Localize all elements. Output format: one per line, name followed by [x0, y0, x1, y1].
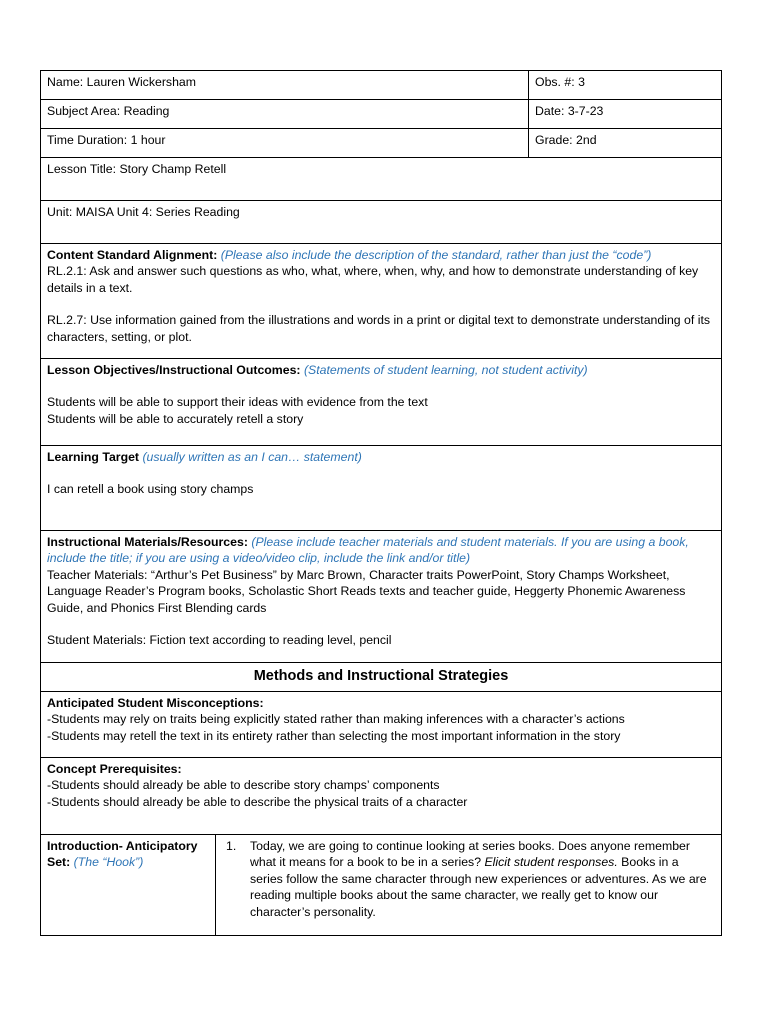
obs-cell — [529, 71, 722, 100]
date-value: 3-7-23 — [567, 104, 604, 118]
standard-rl-2-7: RL.2.7: Use information gained from the illustrations and words in a print or digital text to demonstrate understanding of its characters, setting, or plot. — [47, 313, 711, 344]
learning-target-text: I can retell a book using story champs — [47, 482, 254, 497]
prerequisite-item: -Students should already be able to describe the physical traits of a character — [47, 794, 468, 809]
standards-hint: (Please also include the description of the standard, rather than just the “code”) — [220, 248, 652, 262]
lesson-title-label: Lesson Title: — [47, 162, 117, 176]
introduction-label: Introduction- Anticipatory Set: — [47, 839, 198, 870]
introduction-content-cell — [216, 835, 722, 936]
misconception-item: -Students may rely on traits being explicitly stated rather than making inferences with a character’s actions — [47, 712, 625, 727]
step-text — [250, 838, 707, 920]
objectives-row — [41, 359, 722, 446]
grade-cell — [529, 129, 722, 158]
lesson-title-row — [41, 158, 722, 201]
time-value: 1 hour — [130, 133, 166, 147]
name-label: Name: — [47, 75, 84, 89]
misconceptions-label: Anticipated Student Misconceptions: — [47, 696, 264, 710]
student-materials: Student Materials: Fiction text according to reading level, pencil — [47, 633, 392, 648]
standards-label: Content Standard Alignment: — [47, 248, 218, 262]
materials-cell — [41, 531, 722, 663]
subject-value: Reading — [123, 104, 170, 118]
standards-cell — [41, 244, 722, 359]
subject-cell — [41, 100, 529, 129]
materials-row — [41, 531, 722, 663]
introduction-hint: (The “Hook”) — [73, 855, 144, 870]
objectives-label: Lesson Objectives/Instructional Outcomes: — [47, 363, 301, 377]
grade-label: Grade: — [535, 133, 573, 147]
step-text-italic: Elicit student responses. — [484, 855, 618, 870]
introduction-label-cell — [41, 835, 216, 936]
standard-rl-2-1: RL.2.1: Ask and answer such questions as who, what, where, when, why, and how to demonstrate understanding of key details in a text. — [47, 264, 699, 295]
subject-label: Subject Area: — [47, 104, 121, 118]
misconceptions-cell — [41, 692, 722, 758]
grade-value: 2nd — [576, 133, 597, 147]
obs-label: Obs. #: — [535, 75, 575, 89]
learning-target-hint: (usually written as an I can… statement) — [142, 450, 362, 464]
time-row — [41, 129, 722, 158]
methods-heading-row — [41, 663, 722, 692]
unit-label: Unit: — [47, 205, 73, 219]
unit-value: MAISA Unit 4: Series Reading — [75, 205, 240, 219]
prerequisites-row — [41, 758, 722, 835]
lesson-title-cell — [41, 158, 722, 201]
lesson-plan-table — [40, 70, 722, 936]
learning-target-row — [41, 446, 722, 531]
objective-item: Students will be able to accurately retell a story — [47, 411, 304, 426]
introduction-step — [226, 838, 707, 920]
name-row — [41, 71, 722, 100]
step-text-part-b: Books in a series follow the same character through new experiences or adventures. As we are reading multiple books about the same character, we really get to know our character’s personality. — [250, 855, 707, 919]
step-text-part-a: Today, we are going to continue looking at series books. Does anyone remember what it means for a book to be in a series? — [250, 839, 690, 870]
unit-row — [41, 201, 722, 244]
subject-row — [41, 100, 722, 129]
prerequisite-item: -Students should already be able to describe story champs’ components — [47, 778, 440, 793]
materials-label: Instructional Materials/Resources: — [47, 535, 248, 549]
step-number: 1. — [226, 839, 237, 853]
objectives-cell — [41, 359, 722, 446]
teacher-materials: Teacher Materials: “Arthur’s Pet Business” by Marc Brown, Character traits PowerPoint, Story Champs Worksheet, Language Reader’s Program books, Scholastic Short Reads texts and teacher guide, Heggerty Phonemic Awareness Guide, and Phonics First Blending cards — [47, 567, 686, 615]
name-value: Lauren Wickersham — [86, 75, 196, 89]
lesson-plan-page — [40, 70, 721, 936]
date-cell — [529, 100, 722, 129]
learning-target-label: Learning Target — [47, 450, 140, 464]
materials-hint: (Please include teacher materials and student materials. If you are using a book, include the title; if you are using a video/video clip, include the link and/or title) — [47, 535, 689, 566]
unit-cell — [41, 201, 722, 244]
date-label: Date: — [535, 104, 565, 118]
standards-row — [41, 244, 722, 359]
misconception-item: -Students may retell the text in its entirety rather than selecting the most important information in the story — [47, 728, 621, 743]
prerequisites-label: Concept Prerequisites: — [47, 762, 182, 776]
learning-target-cell — [41, 446, 722, 531]
objectives-hint: (Statements of student learning, not student activity) — [303, 363, 588, 377]
prerequisites-cell — [41, 758, 722, 835]
objective-item: Students will be able to support their ideas with evidence from the text — [47, 395, 428, 410]
introduction-row — [41, 835, 722, 936]
lesson-title-value: Story Champ Retell — [119, 162, 227, 176]
methods-heading: Methods and Instructional Strategies — [41, 663, 722, 692]
time-cell — [41, 129, 529, 158]
time-label: Time Duration: — [47, 133, 128, 147]
name-cell — [41, 71, 529, 100]
obs-value: 3 — [578, 75, 585, 89]
misconceptions-row — [41, 692, 722, 758]
